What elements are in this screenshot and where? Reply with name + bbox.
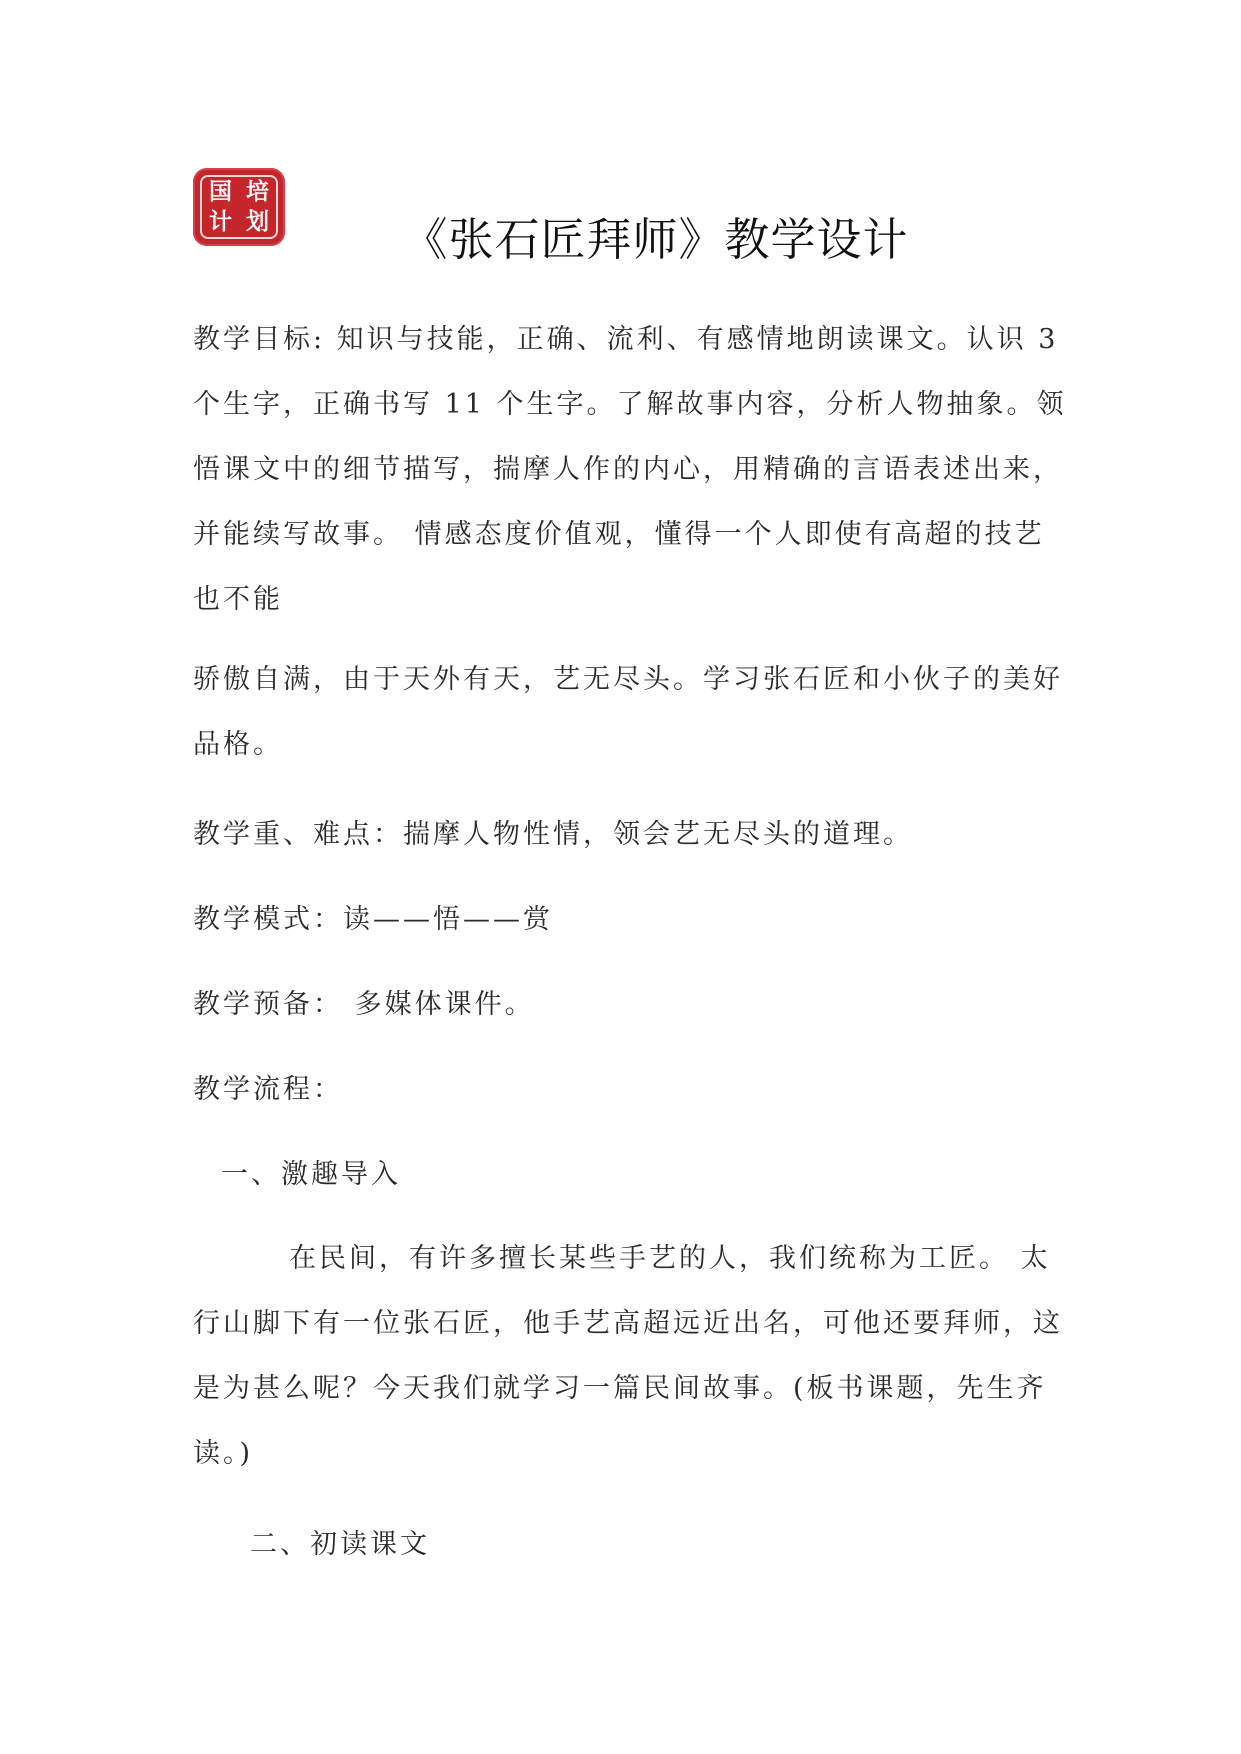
- section-intro-body: 在民间，有许多擅长某些手艺的人，我们统称为工匠。 太行山脚下有一位张石匠，他手艺高超远近出名，可他还要拜师，这是为甚么呢？今天我们就学习一篇民间故事。(板书课题，先生齐读。): [193, 1243, 1063, 1469]
- document-title: 《张石匠拜师》教学设计: [402, 213, 909, 266]
- key-points-paragraph: 教学重、难点：揣摩人物性情，领会艺无尽头的道理。: [193, 819, 913, 850]
- seal-char: 培: [246, 178, 269, 205]
- objectives-paragraph: 教学目标: 知识与技能，正确、流利、有感情地朗读课文。认识 3 个生字，正确书写 11 个生字。了解故事内容，分析人物抽象。领悟课文中的细节描写，揣摩人作的内心，用精确的言语表述出来，并能续写故事。 情感态度价值观，懂得一个人即使有高超的技艺也不能: [193, 324, 1067, 615]
- section-heading-intro: 一、激趣导入: [221, 1159, 401, 1190]
- seal-char: 划: [246, 208, 269, 235]
- section-heading-first-reading: 二、初读课文: [250, 1529, 430, 1560]
- objectives-continued-paragraph: 骄傲自满，由于天外有天，艺无尽头。学习张石匠和小伙子的美好品格。: [193, 664, 1063, 760]
- preparation-paragraph: 教学预备： 多媒体课件。: [193, 989, 535, 1020]
- seal-char: 计: [209, 208, 232, 235]
- seal-char: 国: [209, 178, 232, 205]
- process-heading: 教学流程：: [193, 1074, 343, 1105]
- teaching-mode-paragraph: 教学模式：读——悟——赏: [193, 904, 553, 935]
